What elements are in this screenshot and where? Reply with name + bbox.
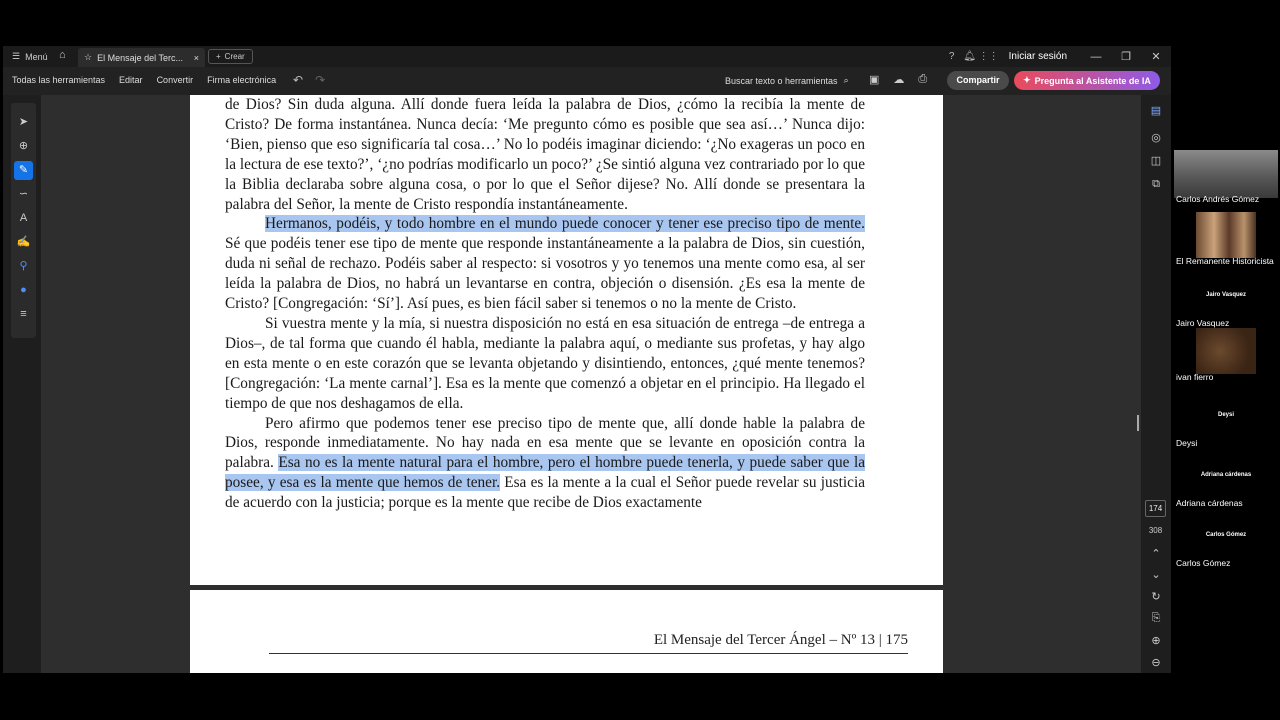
participant-tag: Deysi xyxy=(1217,412,1234,418)
toolbar-icons xyxy=(869,73,927,86)
menu-button[interactable] xyxy=(12,51,48,62)
toolbar-menus xyxy=(12,75,276,85)
home-icon[interactable]: ⌂ xyxy=(59,49,66,61)
help-icon[interactable]: ? xyxy=(948,51,955,62)
participant-name: Carlos Gómez xyxy=(1176,558,1231,568)
menu-edit[interactable]: Editar xyxy=(119,75,143,85)
text-box-icon[interactable]: A xyxy=(19,212,28,224)
minimize-icon[interactable]: — xyxy=(1090,50,1102,63)
highlight-2[interactable]: Esa no es la mente natural para el hombre, pero el hombre puede tenerla, y puede saber que la posee, y esa es la mente que hemos de tener. xyxy=(225,454,865,492)
create-label: Crear xyxy=(224,52,245,61)
participant-name: Jairo Vasquez xyxy=(1176,318,1230,328)
participant-tile[interactable] xyxy=(1172,210,1280,270)
participant-tag: Jairo Vasquez xyxy=(1205,292,1247,298)
participant-tile[interactable] xyxy=(1172,452,1280,512)
current-page-field[interactable]: 174 xyxy=(1145,500,1166,517)
page-down-icon[interactable]: ⌄ xyxy=(1151,569,1161,581)
participant-name: ivan fierro xyxy=(1176,372,1214,382)
video-participants-panel xyxy=(1172,148,1280,578)
color-dot-icon[interactable]: ● xyxy=(20,284,27,296)
menu-all-tools[interactable]: Todas las herramientas xyxy=(12,75,106,85)
acrobat-window xyxy=(3,46,1171,673)
tab-title: El Mensaje del Terc... xyxy=(97,52,183,63)
participant-tile[interactable] xyxy=(1172,148,1280,208)
plus-icon: + xyxy=(216,52,221,61)
menu-convert[interactable]: Convertir xyxy=(156,75,194,85)
participant-video xyxy=(1174,150,1278,198)
paragraph-1: de Dios? Sin duda alguna. Allí donde fuera leída la palabra de Dios, ¿cómo la recibía la mente de Cristo? De forma instantánea. Nunca decía: ‘Me pregunto cómo es posible que sea así…’ Nunca dijo: ‘Bien, pienso que eso significaría tal cosa…’ No lo podéis imaginar diciendo: ‘¿No exageras un poco en la lectura de ese texto?’, ‘¿no podrías modificarlo un poco?’ ¿Se sintió alguna vez contrariado por lo que la Biblia declaraba sobre alguna cosa, o por lo que el Señor dijese? No. Allí donde se presentara la palabra del Señor, la mente de Cristo respondía instantáneamente. xyxy=(225,96,865,213)
hamburger-icon: ☰ xyxy=(12,51,21,61)
close-window-icon[interactable]: ✕ xyxy=(1151,51,1161,63)
main-toolbar xyxy=(3,67,1171,95)
title-bar-right xyxy=(943,46,1171,67)
ai-icon: ✦ xyxy=(1023,75,1031,85)
search-label: Buscar texto o herramientas xyxy=(725,75,838,86)
zoom-in-icon[interactable]: ⊕ xyxy=(1151,635,1161,647)
print-icon[interactable]: ⎙ xyxy=(918,73,928,85)
zoom-tool-icon[interactable]: ⊕ xyxy=(18,140,29,152)
redo-icon[interactable]: ↷ xyxy=(315,73,326,87)
bookmark-icon[interactable]: ◫ xyxy=(1150,155,1162,167)
search-tools[interactable] xyxy=(725,75,849,86)
apps-grid-icon[interactable]: ⋮⋮ xyxy=(978,51,999,62)
pin-icon[interactable]: ⚲ xyxy=(19,260,28,272)
search-icon: ⌕ xyxy=(843,75,849,85)
right-tool-rail xyxy=(1141,96,1171,673)
comment-panel-icon[interactable]: ▤ xyxy=(1150,105,1162,117)
page-footer: El Mensaje del Tercer Ángel – Nº 13 | 175 xyxy=(269,632,908,654)
vertical-scrollbar[interactable] xyxy=(1137,415,1139,431)
paragraph-4-start: Pero afirmo que podemos tener ese preciso tipo de mente que, allí donde hable la palabra de Dios, responde inmediatamente. No hay nada en esa mente que se levante en oposición contra la palabra. xyxy=(225,414,865,472)
participant-tag: Carlos Gómez xyxy=(1205,532,1247,538)
participant-tile[interactable] xyxy=(1172,326,1280,386)
menu-esign[interactable]: Firma electrónica xyxy=(207,75,277,85)
page-text xyxy=(225,95,865,513)
paragraph-4-rest: Esa es la mente a la cual el Señor puede revelar su justicia de acuerdo con la justicia; porque es la mente que recibe de Dios exactamente xyxy=(225,474,865,512)
pdf-page-174 xyxy=(190,95,943,585)
bell-icon[interactable]: 🔔︎ xyxy=(963,51,976,62)
title-bar xyxy=(3,46,1171,67)
participant-tile[interactable] xyxy=(1172,392,1280,452)
highlight-1[interactable]: Hermanos, podéis, y todo hombre en el mundo puede conocer y tener ese preciso tipo de mente. xyxy=(265,215,865,233)
participant-name: Carlos Andrés Gómez xyxy=(1176,194,1260,204)
zoom-out-icon[interactable]: ⊖ xyxy=(1151,657,1161,669)
quick-tools-bar xyxy=(11,103,36,338)
fit-page-icon[interactable]: ⎘ xyxy=(1151,612,1161,624)
page-up-icon[interactable]: ⌃ xyxy=(1151,548,1161,560)
pdf-page-175 xyxy=(190,590,943,673)
share-button[interactable]: Compartir xyxy=(947,71,1009,90)
chat-icon[interactable]: ◎ xyxy=(1151,132,1161,144)
document-tab[interactable] xyxy=(78,48,205,67)
participant-tile[interactable] xyxy=(1172,272,1280,332)
undo-redo xyxy=(293,73,325,87)
document-viewport[interactable] xyxy=(41,95,1141,673)
participant-name: Adriana cárdenas xyxy=(1176,498,1243,508)
participant-tag: Adriana cárdenas xyxy=(1200,472,1252,478)
participant-name: El Remanente Historicista xyxy=(1176,256,1274,266)
paragraph-2 xyxy=(225,214,865,314)
paragraph-2-rest: Sé que podéis tener ese tipo de mente que responde instantáneamente a la palabra de Dios, sin cuestión, duda ni señal de rechazo. Podéis saber al respecto: si vosotros y yo tenemos una mente como esa, al ser leída la palabra de Dios, no habrá un levantarse en contra, objeción o disensión. ¿Es esa la mente de Cristo? [Congregación: ‘Sí’]. Así pues, es bien fácil saber si tenemos o no la mente de Cristo. xyxy=(225,235,865,313)
save-icon[interactable]: ▣ xyxy=(869,74,880,86)
more-tools-icon[interactable]: ≡ xyxy=(20,308,27,320)
ai-assistant-button[interactable] xyxy=(1014,71,1160,90)
close-tab-icon[interactable]: × xyxy=(193,52,199,63)
pages-icon[interactable]: ⧉ xyxy=(1152,178,1160,190)
paragraph-3: Si vuestra mente y la mía, si nuestra disposición no está en esa situación de entrega –de entrega a Dios–, de tal forma que cuando él habla, mediante la palabra aquí, o mediante sus profetas, y hay algo en esta mente o en este corazón que se levanta objetando y disintiendo, entonces, ¿qué mente tenemos? [Congregación: ‘La mente carnal’]. Esa es la mente que comenzó a objetar en el principio. Ha llegado el tiempo de que nos deshagamos de ella. xyxy=(225,314,865,412)
participant-avatar xyxy=(1196,212,1256,258)
participant-avatar xyxy=(1196,328,1256,374)
upload-cloud-icon[interactable]: ☁ xyxy=(893,74,905,86)
menu-label: Menú xyxy=(25,51,48,62)
select-pointer-icon[interactable]: ➤ xyxy=(18,116,29,128)
participant-name: Deysi xyxy=(1176,438,1198,448)
rotate-icon[interactable]: ↻ xyxy=(1151,591,1161,603)
total-pages: 308 xyxy=(1148,526,1163,535)
restore-icon[interactable]: ❐ xyxy=(1121,51,1131,63)
signin-button[interactable]: Iniciar sesión xyxy=(1008,51,1067,62)
lasso-draw-icon[interactable]: ∽ xyxy=(18,188,29,200)
create-button[interactable] xyxy=(208,49,253,64)
star-icon[interactable]: ☆ xyxy=(84,52,93,62)
undo-icon[interactable]: ↶ xyxy=(293,73,304,87)
highlight-pen-icon[interactable]: ✎ xyxy=(14,161,33,180)
participant-tile[interactable] xyxy=(1172,512,1280,572)
ai-label: Pregunta al Asistente de IA xyxy=(1034,75,1151,86)
paragraph-4 xyxy=(225,414,865,514)
stamp-signature-icon[interactable]: ✍ xyxy=(16,236,31,248)
